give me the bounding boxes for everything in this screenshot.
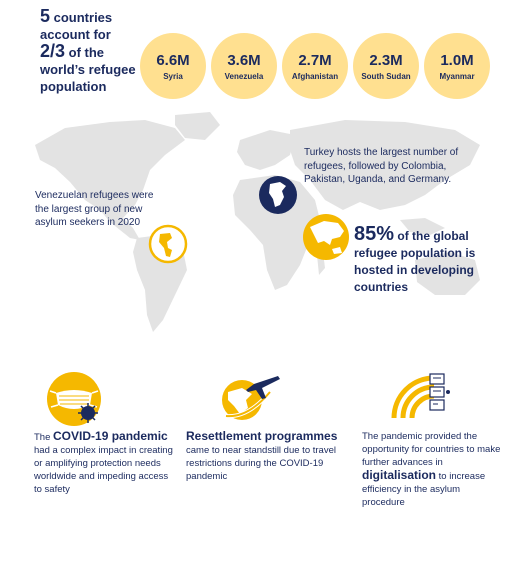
country-bubble (353, 33, 419, 99)
headline-count: 5 (40, 6, 51, 26)
headline-fraction: 2/3 (40, 41, 66, 61)
country-bubble (211, 33, 277, 99)
developing-countries-stat (354, 223, 494, 296)
venezuela-note: Venezuelan refugees were the largest group of new asylum seekers in 2020 (35, 190, 154, 228)
digitalisation-caption (362, 430, 502, 509)
resettlement-bold: Resettlement programmes (186, 429, 338, 443)
digital-pre: The pandemic provided the opportunity for countries to make further advances in (362, 431, 501, 468)
covid-post: had a complex impact in creating or amplifying protection needs worldwide and impeding access to safety (34, 445, 173, 495)
airplane-globe-icon (218, 370, 282, 422)
country-value: 1.0M (440, 51, 474, 69)
resettlement-post: came to near standstill due to travel restrictions during the COVID-19 pandemic (186, 445, 336, 482)
americas-globe-icon (148, 224, 188, 264)
headline-text-5: population (40, 79, 107, 94)
digital-bold: digitalisation (362, 468, 437, 482)
country-value: 6.6M (156, 51, 190, 69)
country-bubble (140, 33, 206, 99)
country-name: Myanmar (439, 71, 475, 81)
headline (40, 8, 140, 95)
country-value: 2.3M (369, 51, 403, 69)
headline-text-2: account for (40, 27, 111, 42)
covid-caption (34, 430, 174, 496)
country-bubble (424, 33, 490, 99)
country-name: Venezuela (224, 71, 264, 81)
country-value: 2.7M (298, 51, 332, 69)
headline-text-1: countries (50, 10, 113, 25)
europe-africa-globe-icon (258, 175, 298, 215)
wifi-devices-icon (390, 372, 456, 420)
covid-bold: COVID-19 pandemic (53, 429, 168, 443)
asia-globe-icon (302, 213, 350, 261)
covid-pre: The (34, 432, 54, 443)
turkey-note: Turkey hosts the largest number of refugees, followed by Colombia, Pakistan, Uganda, and Germany. (304, 147, 459, 185)
country-value: 3.6M (227, 51, 261, 69)
country-name: Afghanistan (291, 71, 339, 81)
face-mask-virus-icon (46, 371, 102, 427)
headline-text-3: of the (65, 45, 105, 60)
country-bubble (282, 33, 348, 99)
country-name: Syria (163, 71, 183, 81)
digital-post: to increase efficiency in the asylum procedure (362, 471, 486, 508)
country-name: South Sudan (361, 71, 411, 81)
headline-text-4: world’s refugee (40, 62, 136, 77)
stat-text: of the global refugee population is hosted in developing countries (354, 229, 476, 294)
resettlement-caption (186, 430, 346, 483)
stat-percent: 85% (354, 223, 395, 245)
